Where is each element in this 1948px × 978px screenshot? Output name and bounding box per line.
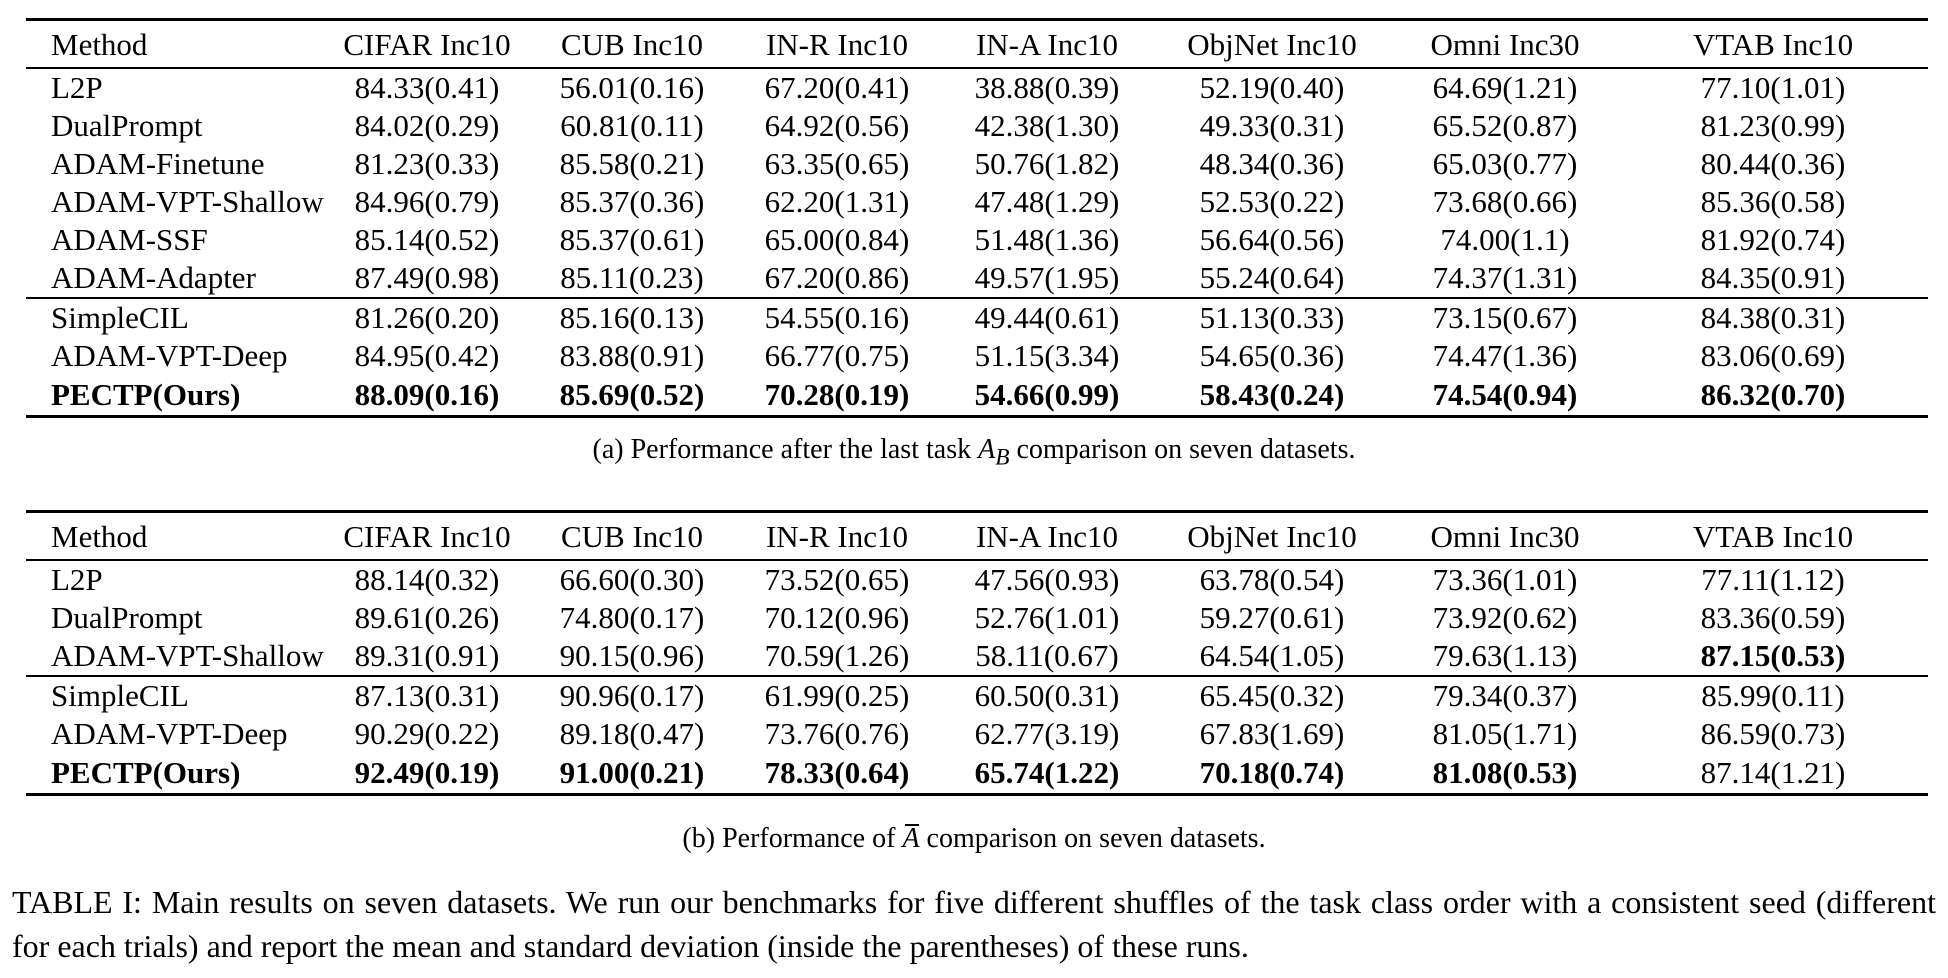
value-cell: 63.35(0.65) bbox=[764, 146, 910, 181]
method-cell: ADAM-SSF bbox=[51, 222, 208, 257]
value-cell: 87.15(0.53) bbox=[1618, 637, 1928, 676]
value-cell: 81.05(1.71) bbox=[1432, 716, 1578, 751]
value-cell: 88.14(0.32) bbox=[354, 562, 500, 597]
value-cell: 60.81(0.11) bbox=[560, 108, 704, 143]
method-cell: SimpleCIL bbox=[51, 300, 189, 335]
value-cell: 85.58(0.21) bbox=[559, 146, 705, 181]
subcaption-b-suffix: comparison on seven datasets. bbox=[926, 823, 1266, 854]
value-cell: 84.35(0.91) bbox=[1618, 259, 1928, 298]
table-header-row bbox=[26, 512, 1928, 561]
method-cell: DualPrompt bbox=[51, 600, 203, 635]
value-cell: 74.80(0.17) bbox=[559, 600, 705, 635]
table-row bbox=[26, 68, 1928, 107]
value-cell: 73.15(0.67) bbox=[1432, 300, 1578, 335]
method-cell: DualPrompt bbox=[51, 108, 203, 143]
value-cell: 58.11(0.67) bbox=[942, 637, 1152, 676]
table-row bbox=[26, 375, 1928, 417]
value-cell: 87.13(0.31) bbox=[354, 678, 500, 713]
value-cell: 51.13(0.33) bbox=[1199, 300, 1345, 335]
header-in-r: IN-R Inc10 bbox=[732, 20, 942, 69]
method-cell: L2P bbox=[51, 562, 103, 597]
value-cell: 83.36(0.59) bbox=[1700, 600, 1846, 635]
value-cell: 89.31(0.91) bbox=[322, 637, 532, 676]
value-cell: 49.57(1.95) bbox=[942, 259, 1152, 298]
value-cell: 84.95(0.42) bbox=[354, 338, 500, 373]
value-cell: 65.03(0.77) bbox=[1432, 146, 1578, 181]
value-cell: 85.69(0.52) bbox=[532, 375, 732, 417]
value-cell: 73.76(0.76) bbox=[764, 716, 910, 751]
value-cell: 73.92(0.62) bbox=[1432, 600, 1578, 635]
value-cell: 51.48(1.36) bbox=[974, 222, 1120, 257]
subcaption-a-suffix: comparison on seven datasets. bbox=[1016, 434, 1356, 465]
value-cell: 84.38(0.31) bbox=[1700, 300, 1846, 335]
average-accuracy-symbol: A bbox=[902, 823, 920, 854]
table-row bbox=[26, 753, 1928, 795]
method-cell: ADAM-VPT-Shallow bbox=[26, 637, 322, 676]
table-row bbox=[26, 183, 1928, 221]
value-cell: 86.32(0.70) bbox=[1618, 375, 1928, 417]
value-cell: 64.92(0.56) bbox=[764, 108, 910, 143]
table-row bbox=[26, 221, 1928, 259]
value-cell: 87.14(1.21) bbox=[1618, 753, 1928, 795]
subcaption-b bbox=[0, 823, 1948, 855]
method-cell: L2P bbox=[51, 70, 103, 105]
value-cell: 83.88(0.91) bbox=[559, 338, 705, 373]
header-method: Method bbox=[26, 20, 322, 69]
header-objnet: ObjNet Inc10 bbox=[1152, 512, 1392, 561]
value-cell: 74.00(1.1) bbox=[1440, 222, 1570, 257]
table-row bbox=[26, 107, 1928, 145]
value-cell: 84.33(0.41) bbox=[354, 70, 500, 105]
value-cell: 65.52(0.87) bbox=[1432, 108, 1578, 143]
value-cell: 77.11(1.12) bbox=[1701, 562, 1845, 597]
method-cell: ADAM-VPT-Deep bbox=[51, 338, 288, 373]
symbol-a: A bbox=[978, 434, 996, 465]
method-cell: PECTP(Ours) bbox=[26, 375, 322, 417]
header-vtab: VTAB Inc10 bbox=[1618, 20, 1928, 69]
header-cifar: CIFAR Inc10 bbox=[322, 20, 532, 69]
value-cell: 52.19(0.40) bbox=[1199, 70, 1345, 105]
value-cell: 84.02(0.29) bbox=[354, 108, 500, 143]
value-cell: 64.69(1.21) bbox=[1432, 70, 1578, 105]
value-cell: 59.27(0.61) bbox=[1199, 600, 1345, 635]
header-omni: Omni Inc30 bbox=[1392, 512, 1618, 561]
value-cell: 67.20(0.41) bbox=[764, 70, 910, 105]
subcaption-a-prefix: (a) Performance after the last task bbox=[592, 434, 972, 465]
value-cell: 47.48(1.29) bbox=[974, 184, 1120, 219]
value-cell: 85.14(0.52) bbox=[354, 222, 500, 257]
value-cell: 89.61(0.26) bbox=[354, 600, 500, 635]
value-cell: 74.47(1.36) bbox=[1432, 338, 1578, 373]
symbol-subscript: B bbox=[995, 444, 1010, 471]
subcaption-a bbox=[0, 434, 1948, 472]
value-cell: 51.15(3.34) bbox=[974, 338, 1120, 373]
value-cell: 84.96(0.79) bbox=[354, 184, 500, 219]
value-cell: 55.24(0.64) bbox=[1152, 259, 1392, 298]
value-cell: 49.33(0.31) bbox=[1199, 108, 1345, 143]
value-cell: 70.12(0.96) bbox=[764, 600, 910, 635]
table-row bbox=[26, 298, 1928, 337]
value-cell: 81.08(0.53) bbox=[1392, 753, 1618, 795]
value-cell: 66.60(0.30) bbox=[559, 562, 705, 597]
value-cell: 90.15(0.96) bbox=[532, 637, 732, 676]
value-cell: 85.99(0.11) bbox=[1701, 678, 1845, 713]
table-row bbox=[26, 676, 1928, 715]
table-row bbox=[26, 337, 1928, 375]
value-cell: 70.59(1.26) bbox=[732, 637, 942, 676]
header-cub: CUB Inc10 bbox=[532, 512, 732, 561]
value-cell: 70.18(0.74) bbox=[1152, 753, 1392, 795]
value-cell: 81.23(0.33) bbox=[354, 146, 500, 181]
table-row bbox=[26, 560, 1928, 599]
value-cell: 90.96(0.17) bbox=[559, 678, 705, 713]
table-row bbox=[26, 637, 1928, 676]
value-cell: 56.01(0.16) bbox=[559, 70, 705, 105]
value-cell: 85.37(0.36) bbox=[559, 184, 705, 219]
value-cell: 49.44(0.61) bbox=[974, 300, 1120, 335]
header-objnet: ObjNet Inc10 bbox=[1152, 20, 1392, 69]
header-vtab: VTAB Inc10 bbox=[1618, 512, 1928, 561]
header-in-a: IN-A Inc10 bbox=[942, 512, 1152, 561]
value-cell: 56.64(0.56) bbox=[1199, 222, 1345, 257]
method-cell: ADAM-VPT-Shallow bbox=[51, 184, 324, 219]
method-cell: PECTP(Ours) bbox=[26, 753, 322, 795]
value-cell: 52.76(1.01) bbox=[974, 600, 1120, 635]
value-cell: 81.26(0.20) bbox=[354, 300, 500, 335]
header-cub: CUB Inc10 bbox=[532, 20, 732, 69]
value-cell: 81.92(0.74) bbox=[1700, 222, 1846, 257]
value-cell: 73.68(0.66) bbox=[1432, 184, 1578, 219]
value-cell: 80.44(0.36) bbox=[1700, 146, 1846, 181]
table-caption: TABLE I: Main results on seven datasets. We run our benchmarks for five different shuffles of the task class order with a consistent seed (different for each trials) and report the mean and standard deviation (inside the parentheses) of these runs. bbox=[12, 884, 1936, 964]
header-method: Method bbox=[26, 512, 322, 561]
value-cell: 62.77(3.19) bbox=[974, 716, 1120, 751]
value-cell: 61.99(0.25) bbox=[764, 678, 910, 713]
table-row bbox=[26, 145, 1928, 183]
value-cell: 74.37(1.31) bbox=[1392, 259, 1618, 298]
value-cell: 83.06(0.69) bbox=[1700, 338, 1846, 373]
value-cell: 91.00(0.21) bbox=[532, 753, 732, 795]
value-cell: 79.63(1.13) bbox=[1392, 637, 1618, 676]
value-cell: 42.38(1.30) bbox=[974, 108, 1120, 143]
header-in-a: IN-A Inc10 bbox=[942, 20, 1152, 69]
value-cell: 85.16(0.13) bbox=[559, 300, 705, 335]
value-cell: 90.29(0.22) bbox=[354, 716, 500, 751]
subcaption-b-prefix: (b) Performance of bbox=[682, 823, 896, 854]
value-cell: 65.00(0.84) bbox=[764, 222, 910, 257]
value-cell: 67.83(1.69) bbox=[1199, 716, 1345, 751]
method-cell: ADAM-Adapter bbox=[26, 259, 322, 298]
value-cell: 48.34(0.36) bbox=[1199, 146, 1345, 181]
value-cell: 74.54(0.94) bbox=[1392, 375, 1618, 417]
value-cell: 78.33(0.64) bbox=[732, 753, 942, 795]
value-cell: 38.88(0.39) bbox=[974, 70, 1120, 105]
value-cell: 54.66(0.99) bbox=[942, 375, 1152, 417]
value-cell: 65.45(0.32) bbox=[1199, 678, 1345, 713]
table-header-row bbox=[26, 20, 1928, 69]
value-cell: 86.59(0.73) bbox=[1700, 716, 1846, 751]
method-cell: SimpleCIL bbox=[51, 678, 189, 713]
value-cell: 50.76(1.82) bbox=[974, 146, 1120, 181]
method-cell: ADAM-VPT-Deep bbox=[51, 716, 288, 751]
value-cell: 88.09(0.16) bbox=[322, 375, 532, 417]
value-cell: 81.23(0.99) bbox=[1700, 108, 1846, 143]
table-row bbox=[26, 715, 1928, 753]
value-cell: 85.36(0.58) bbox=[1700, 184, 1846, 219]
value-cell: 70.28(0.19) bbox=[732, 375, 942, 417]
value-cell: 65.74(1.22) bbox=[942, 753, 1152, 795]
task-accuracy-symbol bbox=[978, 434, 1010, 471]
value-cell: 92.49(0.19) bbox=[322, 753, 532, 795]
value-cell: 58.43(0.24) bbox=[1152, 375, 1392, 417]
header-in-r: IN-R Inc10 bbox=[732, 512, 942, 561]
value-cell: 87.49(0.98) bbox=[322, 259, 532, 298]
value-cell: 73.36(1.01) bbox=[1432, 562, 1578, 597]
value-cell: 73.52(0.65) bbox=[764, 562, 910, 597]
value-cell: 52.53(0.22) bbox=[1199, 184, 1345, 219]
table-row bbox=[26, 599, 1928, 637]
value-cell: 85.11(0.23) bbox=[532, 259, 732, 298]
table-row bbox=[26, 259, 1928, 298]
header-omni: Omni Inc30 bbox=[1392, 20, 1618, 69]
value-cell: 67.20(0.86) bbox=[732, 259, 942, 298]
value-cell: 54.55(0.16) bbox=[764, 300, 910, 335]
value-cell: 47.56(0.93) bbox=[974, 562, 1120, 597]
value-cell: 79.34(0.37) bbox=[1432, 678, 1578, 713]
value-cell: 89.18(0.47) bbox=[559, 716, 705, 751]
value-cell: 54.65(0.36) bbox=[1199, 338, 1345, 373]
value-cell: 62.20(1.31) bbox=[764, 184, 910, 219]
value-cell: 64.54(1.05) bbox=[1152, 637, 1392, 676]
results-table-average bbox=[26, 510, 1928, 796]
value-cell: 66.77(0.75) bbox=[764, 338, 910, 373]
results-table-last-task bbox=[26, 18, 1928, 418]
value-cell: 60.50(0.31) bbox=[974, 678, 1120, 713]
value-cell: 77.10(1.01) bbox=[1700, 70, 1846, 105]
method-cell: ADAM-Finetune bbox=[51, 146, 265, 181]
header-cifar: CIFAR Inc10 bbox=[322, 512, 532, 561]
value-cell: 85.37(0.61) bbox=[559, 222, 705, 257]
value-cell: 63.78(0.54) bbox=[1199, 562, 1345, 597]
